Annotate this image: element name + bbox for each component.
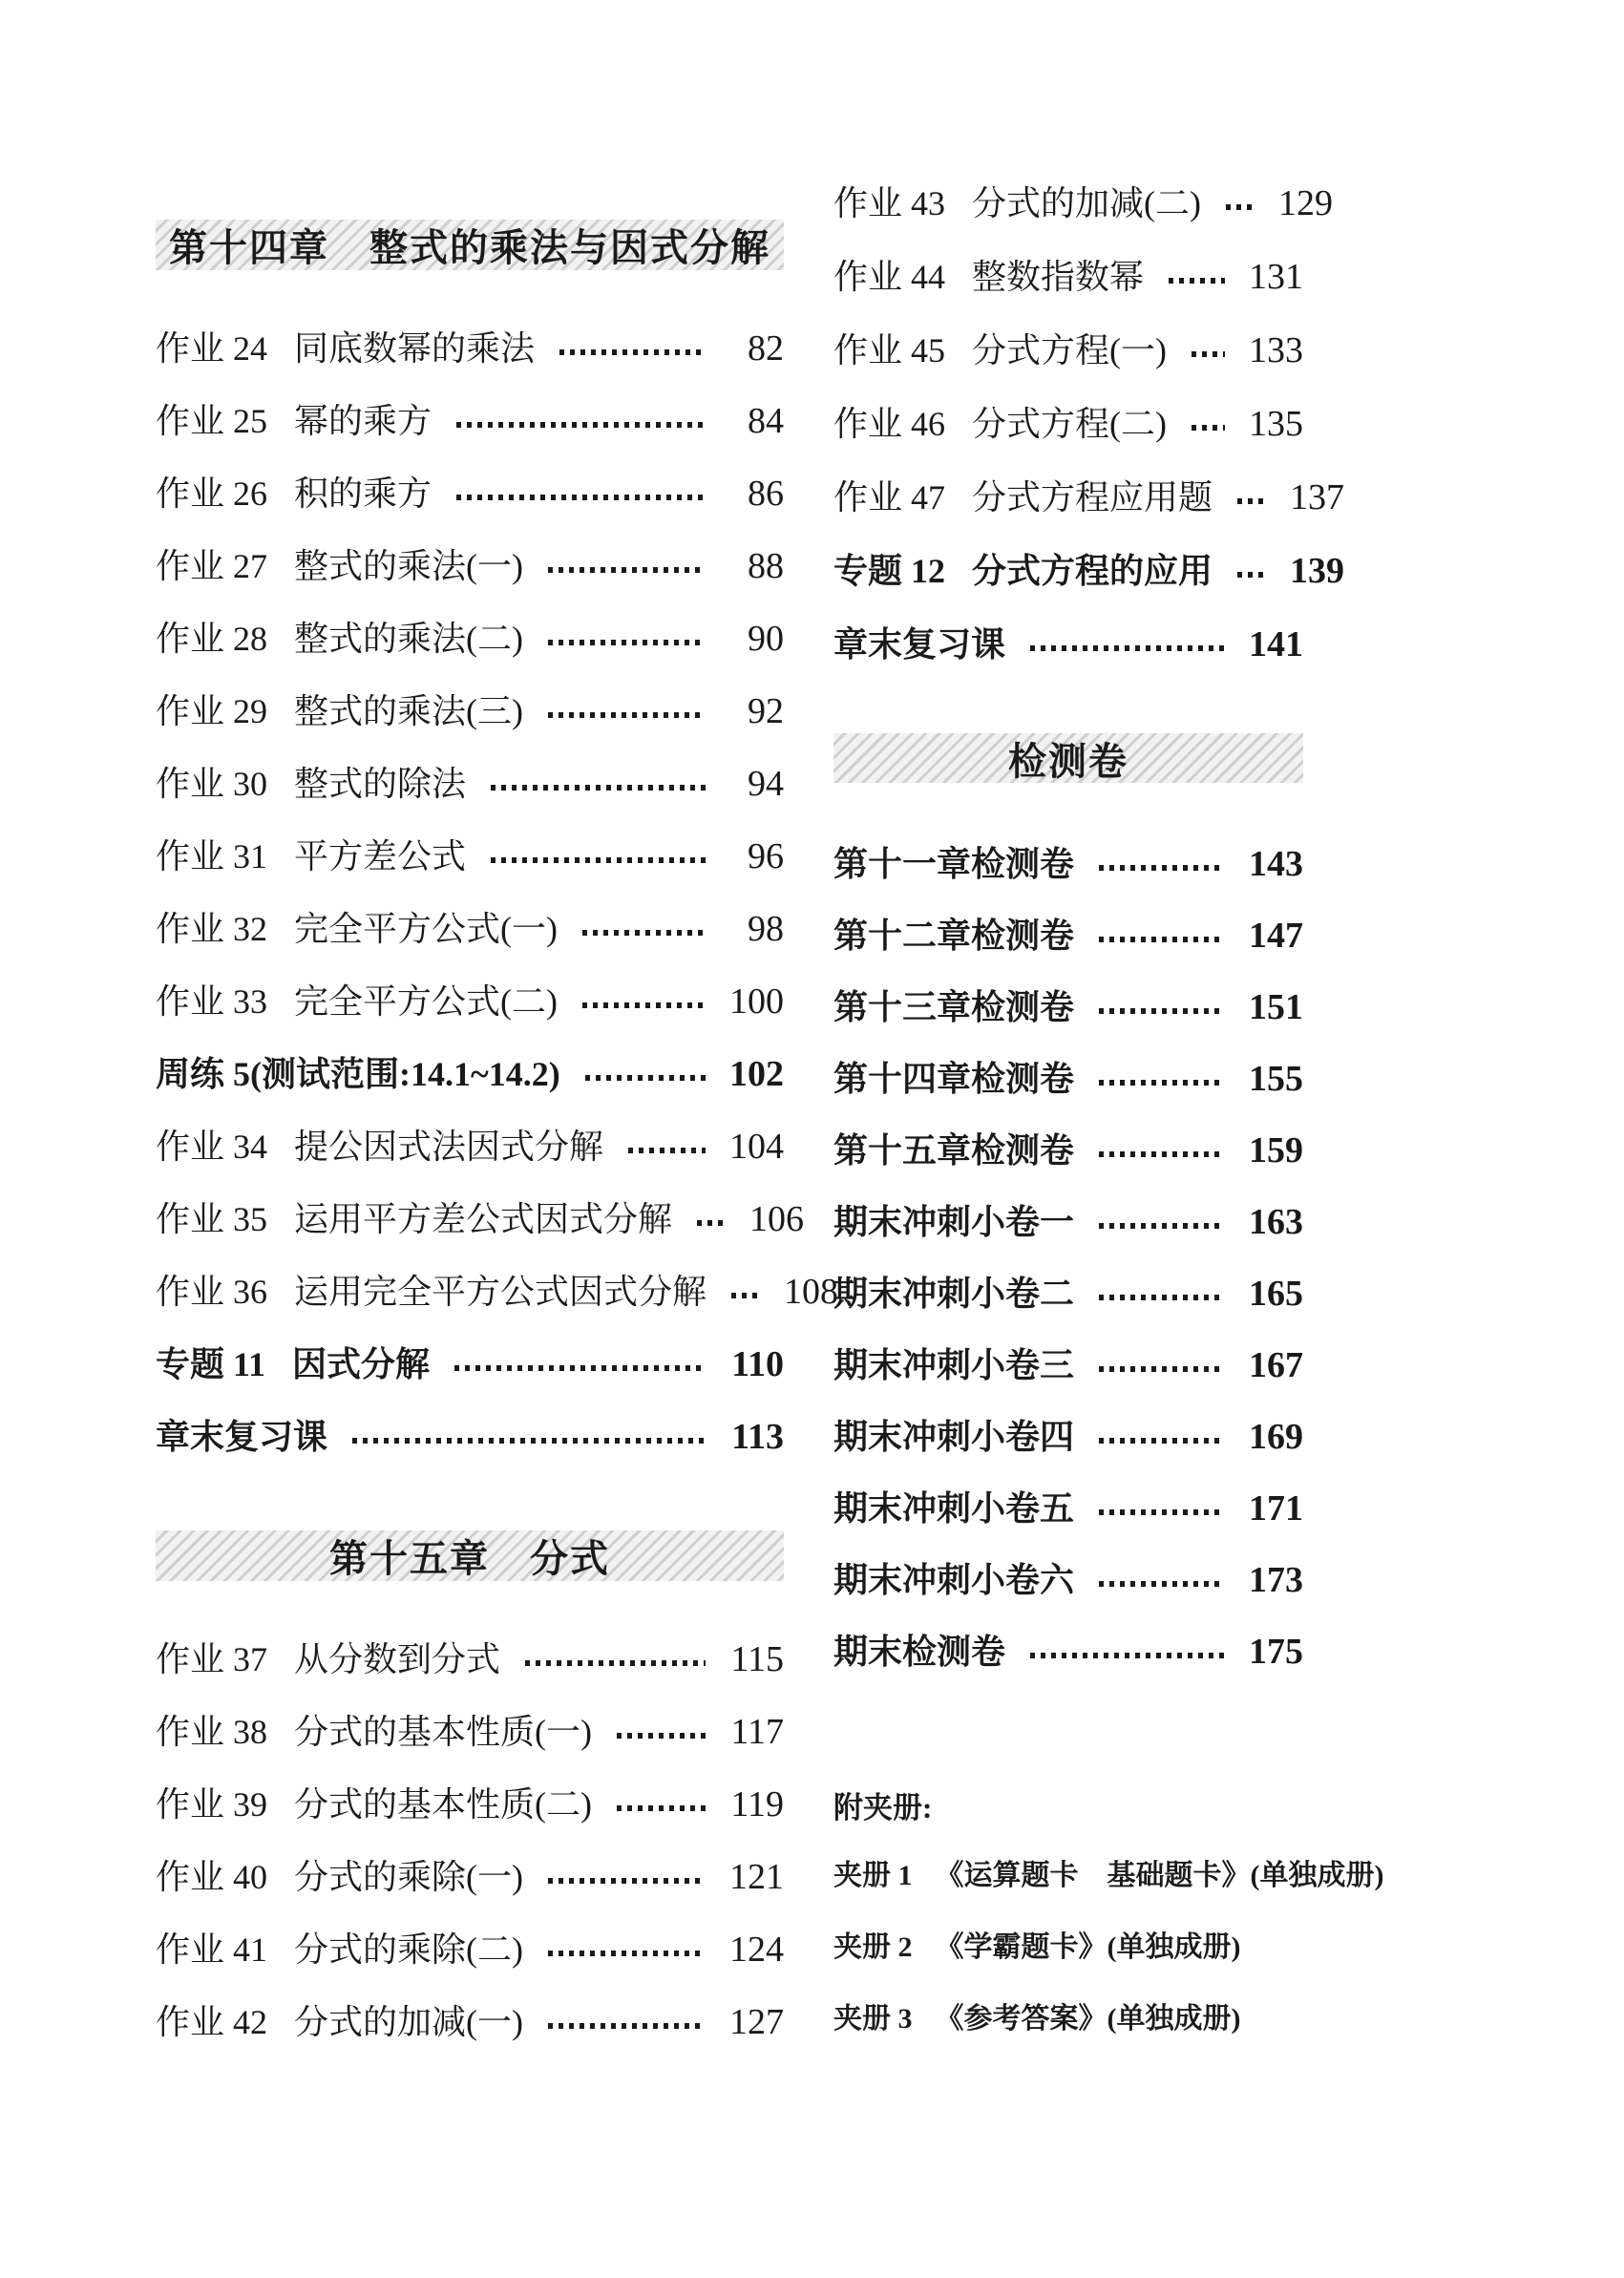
appendix-entry-label: 夹册 3 — [833, 2003, 913, 2035]
toc-entry-label: 作业 31 — [156, 837, 268, 875]
dot-leader — [1099, 1509, 1225, 1515]
dot-leader — [548, 2023, 706, 2029]
toc-entry-page-number: 124 — [729, 1930, 784, 1970]
toc-entry-row — [156, 402, 784, 440]
toc-entry-row — [833, 477, 1345, 517]
toc-entry-page-number: 137 — [1290, 477, 1345, 517]
toc-entry-label: 作业 38 — [156, 1713, 268, 1751]
dot-leader — [1099, 865, 1225, 871]
toc-entry-page-number: 113 — [731, 1417, 784, 1457]
toc-entry-title: 同底数幂的乘法 — [294, 329, 536, 368]
dot-leader — [1030, 645, 1225, 651]
toc-entry-label: 作业 47 — [833, 478, 946, 517]
toc-entry-row — [156, 475, 784, 513]
toc-entry-label: 作业 43 — [833, 184, 946, 222]
toc-entry-title: 分式方程应用题 — [972, 478, 1213, 517]
toc-entry-page-number: 88 — [748, 546, 784, 586]
appendix-entry-title: 《运算题卡 基础题卡》(单独成册) — [935, 1860, 1384, 1891]
toc-entry-page-number: 165 — [1249, 1274, 1303, 1314]
toc-entry-row — [156, 1418, 784, 1456]
dot-leader — [617, 1733, 706, 1739]
toc-entry-label: 作业 32 — [156, 910, 268, 948]
dot-leader — [1030, 1653, 1225, 1658]
toc-entry-title: 第十一章检测卷 — [833, 845, 1075, 883]
toc-entry-page-number: 167 — [1249, 1345, 1303, 1385]
toc-entry-label: 作业 29 — [156, 692, 268, 730]
toc-entry-row — [833, 1346, 1303, 1384]
appendix-entry-row — [833, 1929, 1303, 1967]
toc-entry-title: 分式的加减(二) — [972, 184, 1201, 222]
toc-entry-title: 完全平方公式(一) — [294, 910, 558, 948]
toc-entry-page-number: 102 — [729, 1054, 784, 1094]
toc-entry-page-number: 90 — [748, 619, 784, 659]
toc-entry-row — [833, 331, 1303, 369]
toc-entry-page-number: 139 — [1290, 551, 1345, 591]
dot-leader — [1099, 1151, 1225, 1157]
dot-leader — [628, 1148, 706, 1153]
toc-entry-page-number: 96 — [748, 836, 784, 876]
toc-entry-row — [156, 2003, 784, 2041]
dot-leader — [559, 349, 706, 355]
toc-entry-page-number: 141 — [1249, 624, 1303, 664]
toc-entry-page-number: 117 — [730, 1712, 784, 1752]
toc-entry-page-number: 108 — [784, 1272, 839, 1312]
section-header-title: 检测卷 — [1008, 740, 1128, 783]
toc-entry-title: 积的乘方 — [294, 475, 432, 513]
dot-leader — [491, 857, 706, 863]
toc-entry-row — [833, 1060, 1303, 1098]
toc-entry-row — [156, 1345, 784, 1383]
toc-entry-title: 因式分解 — [292, 1345, 431, 1383]
dot-leader — [548, 567, 706, 573]
toc-entry-row — [833, 551, 1345, 591]
dot-leader — [456, 495, 706, 500]
section-header-band — [156, 220, 784, 270]
toc-entry-title: 期末冲刺小卷一 — [833, 1203, 1075, 1241]
toc-entry-label: 作业 46 — [833, 405, 946, 443]
toc-entry-row — [833, 1633, 1303, 1671]
toc-entry-row — [833, 1561, 1303, 1599]
toc-entry-row — [156, 329, 784, 368]
toc-entry-title: 章末复习课 — [833, 625, 1006, 664]
toc-entry-page-number: 173 — [1249, 1560, 1303, 1600]
toc-entry-page-number: 169 — [1249, 1417, 1303, 1457]
toc-entry-row — [156, 1055, 784, 1093]
toc-entry-title: 分式的加减(一) — [294, 2003, 523, 2041]
toc-entry-label: 作业 35 — [156, 1200, 268, 1238]
toc-entry-title: 第十三章检测卷 — [833, 988, 1075, 1026]
toc-entry-row — [833, 1489, 1303, 1528]
toc-entry-title: 周练 5(测试范围:14.1~14.2) — [156, 1055, 560, 1093]
dot-leader — [585, 1075, 706, 1081]
dot-leader — [731, 1293, 760, 1298]
dot-leader — [548, 712, 706, 718]
toc-entry-label: 作业 26 — [156, 475, 268, 513]
toc-entry-page-number: 92 — [748, 691, 784, 731]
toc-entry-title: 分式方程的应用 — [972, 552, 1213, 590]
dot-leader — [1099, 1438, 1225, 1444]
dot-leader — [1237, 498, 1266, 504]
appendix-entry-row — [833, 2000, 1303, 2038]
toc-entry-title: 期末冲刺小卷四 — [833, 1418, 1075, 1456]
toc-entry-title: 分式方程(一) — [972, 331, 1167, 369]
toc-entry-label: 作业 44 — [833, 258, 946, 296]
dot-leader — [548, 1878, 706, 1884]
dot-leader — [1099, 937, 1225, 942]
toc-entry-label: 作业 40 — [156, 1858, 268, 1896]
toc-entry-page-number: 175 — [1249, 1632, 1303, 1672]
toc-entry-title: 整式的乘法(二) — [294, 620, 523, 658]
toc-entry-row — [156, 620, 784, 658]
toc-entry-title: 第十二章检测卷 — [833, 917, 1075, 955]
dot-leader — [1169, 278, 1225, 284]
toc-entry-title: 平方差公式 — [294, 837, 467, 875]
dot-leader — [491, 785, 706, 791]
toc-left-column — [156, 220, 839, 2076]
toc-entry-label: 作业 37 — [156, 1640, 268, 1678]
toc-entry-page-number: 86 — [748, 474, 784, 514]
toc-entry-title: 期末冲刺小卷六 — [833, 1561, 1075, 1599]
toc-entry-page-number: 127 — [729, 2002, 784, 2042]
toc-entry-title: 幂的乘方 — [294, 402, 432, 440]
appendix-entry-label: 夹册 2 — [833, 1931, 913, 1963]
dot-leader — [1099, 1295, 1225, 1300]
dot-leader — [548, 640, 706, 645]
toc-entry-title: 运用完全平方公式因式分解 — [294, 1273, 707, 1311]
appendix-entry-row — [833, 1857, 1384, 1895]
dot-leader — [697, 1220, 726, 1226]
toc-entry-label: 专题 12 — [833, 552, 946, 590]
dot-leader — [1099, 1581, 1225, 1587]
appendix-entry-title: 《参考答案》(单独成册) — [935, 2003, 1241, 2035]
toc-entry-page-number: 151 — [1249, 987, 1303, 1027]
toc-entry-title: 整式的乘法(三) — [294, 692, 523, 730]
toc-entry-row — [156, 765, 784, 803]
toc-entry-page-number: 104 — [729, 1127, 784, 1167]
appendix-entry-title: 《学霸题卡》(单独成册) — [935, 1931, 1241, 1963]
toc-entry-title: 分式的乘除(二) — [294, 1930, 523, 1969]
toc-entry-row — [156, 1930, 784, 1969]
dot-leader — [582, 1002, 706, 1008]
toc-entry-page-number: 110 — [731, 1344, 784, 1384]
toc-entry-title: 期末冲刺小卷三 — [833, 1346, 1075, 1384]
toc-entry-page-number: 100 — [729, 981, 784, 1022]
dot-leader — [1099, 1008, 1225, 1014]
toc-entry-row — [156, 547, 784, 585]
toc-entry-row — [156, 910, 784, 948]
toc-entry-row — [833, 1418, 1303, 1456]
toc-entry-title: 分式的基本性质(一) — [294, 1713, 592, 1751]
section-header-title: 第十四章 整式的乘法与因式分解 — [169, 227, 770, 269]
dot-leader — [1226, 204, 1255, 210]
toc-entry-page-number: 135 — [1249, 404, 1303, 444]
toc-entry-row — [156, 692, 784, 730]
toc-entry-label: 作业 34 — [156, 1128, 268, 1166]
toc-entry-row — [156, 1272, 839, 1312]
toc-entry-title: 完全平方公式(二) — [294, 982, 558, 1021]
toc-entry-title: 运用平方差公式因式分解 — [294, 1200, 673, 1238]
toc-entry-label: 作业 25 — [156, 402, 268, 440]
dot-leader — [1237, 572, 1266, 578]
toc-entry-page-number: 119 — [730, 1784, 784, 1825]
toc-entry-label: 专题 11 — [156, 1345, 266, 1383]
toc-entry-row — [833, 1131, 1303, 1170]
toc-entry-page-number: 106 — [749, 1199, 805, 1239]
toc-entry-page-number: 131 — [1249, 257, 1303, 297]
section-header-band — [833, 733, 1303, 783]
dot-leader — [525, 1660, 706, 1666]
toc-entry-label: 作业 42 — [156, 2003, 268, 2041]
toc-entry-title: 分式的乘除(一) — [294, 1858, 523, 1896]
toc-right-column — [833, 183, 1384, 2072]
toc-entry-title: 整式的除法 — [294, 765, 467, 803]
toc-entry-title: 提公因式法因式分解 — [294, 1128, 604, 1166]
toc-entry-page-number: 133 — [1249, 330, 1303, 370]
dot-leader — [548, 1951, 706, 1956]
toc-entry-title: 整式的乘法(一) — [294, 547, 523, 585]
dot-leader — [456, 422, 706, 428]
toc-entry-row — [833, 845, 1303, 883]
toc-entry-page-number: 163 — [1249, 1202, 1303, 1242]
dot-leader — [1099, 1080, 1225, 1086]
toc-entry-row — [833, 625, 1303, 664]
section-header-band — [156, 1530, 784, 1581]
toc-entry-row — [833, 1275, 1303, 1313]
toc-entry-page-number: 129 — [1278, 183, 1333, 223]
dot-leader — [1192, 351, 1225, 357]
section-header-title: 第十五章 分式 — [329, 1538, 610, 1580]
toc-entry-row — [156, 1858, 784, 1896]
toc-entry-page-number: 84 — [748, 401, 784, 441]
toc-entry-title: 从分数到分式 — [294, 1640, 501, 1678]
toc-entry-page-number: 143 — [1249, 844, 1303, 884]
toc-entry-label: 作业 41 — [156, 1930, 268, 1969]
toc-entry-page-number: 98 — [748, 909, 784, 949]
toc-entry-row — [156, 837, 784, 875]
toc-entry-title: 第十五章检测卷 — [833, 1131, 1075, 1170]
dot-leader — [617, 1805, 706, 1811]
toc-entry-label: 作业 45 — [833, 331, 946, 369]
toc-entry-row — [156, 982, 784, 1021]
dot-leader — [352, 1438, 706, 1444]
dot-leader — [1099, 1366, 1225, 1372]
toc-entry-row — [156, 1713, 784, 1751]
toc-entry-row — [833, 917, 1303, 955]
toc-entry-row — [833, 258, 1303, 296]
toc-entry-title: 章末复习课 — [156, 1418, 328, 1456]
dot-leader — [454, 1365, 706, 1371]
toc-entry-title: 期末冲刺小卷二 — [833, 1275, 1075, 1313]
dot-leader — [1192, 425, 1225, 431]
toc-entry-title: 整数指数幂 — [972, 258, 1145, 296]
toc-entry-row — [156, 1785, 784, 1824]
toc-entry-row — [833, 183, 1333, 223]
toc-entry-page-number: 159 — [1249, 1130, 1303, 1171]
toc-entry-title: 期末检测卷 — [833, 1633, 1006, 1671]
toc-entry-label: 作业 33 — [156, 982, 268, 1021]
toc-entry-title: 期末冲刺小卷五 — [833, 1489, 1075, 1528]
toc-entry-page-number: 171 — [1249, 1488, 1303, 1529]
dot-leader — [1099, 1223, 1225, 1229]
toc-entry-row — [156, 1199, 805, 1239]
toc-entry-page-number: 155 — [1249, 1059, 1303, 1099]
toc-entry-title: 分式方程(二) — [972, 405, 1167, 443]
toc-entry-title: 第十四章检测卷 — [833, 1060, 1075, 1098]
toc-entry-row — [833, 405, 1303, 443]
toc-entry-page-number: 82 — [748, 328, 784, 369]
toc-entry-page-number: 121 — [729, 1857, 784, 1897]
toc-entry-label: 作业 30 — [156, 765, 268, 803]
appendix-section-label: 附夹册: — [833, 1790, 933, 1825]
toc-entry-label: 作业 39 — [156, 1785, 268, 1824]
toc-entry-page-number: 94 — [748, 764, 784, 804]
toc-entry-row — [833, 988, 1303, 1026]
toc-entry-page-number: 147 — [1249, 916, 1303, 956]
toc-entry-label: 作业 27 — [156, 547, 268, 585]
toc-entry-row — [156, 1128, 784, 1166]
toc-entry-page-number: 115 — [730, 1639, 784, 1679]
toc-entry-label: 作业 24 — [156, 329, 268, 368]
toc-entry-label: 作业 36 — [156, 1273, 268, 1311]
dot-leader — [582, 930, 706, 936]
toc-entry-label: 作业 28 — [156, 620, 268, 658]
appendix-entry-label: 夹册 1 — [833, 1860, 913, 1891]
toc-entry-row — [156, 1640, 784, 1678]
toc-entry-title: 分式的基本性质(二) — [294, 1785, 592, 1824]
toc-entry-row — [833, 1203, 1303, 1241]
